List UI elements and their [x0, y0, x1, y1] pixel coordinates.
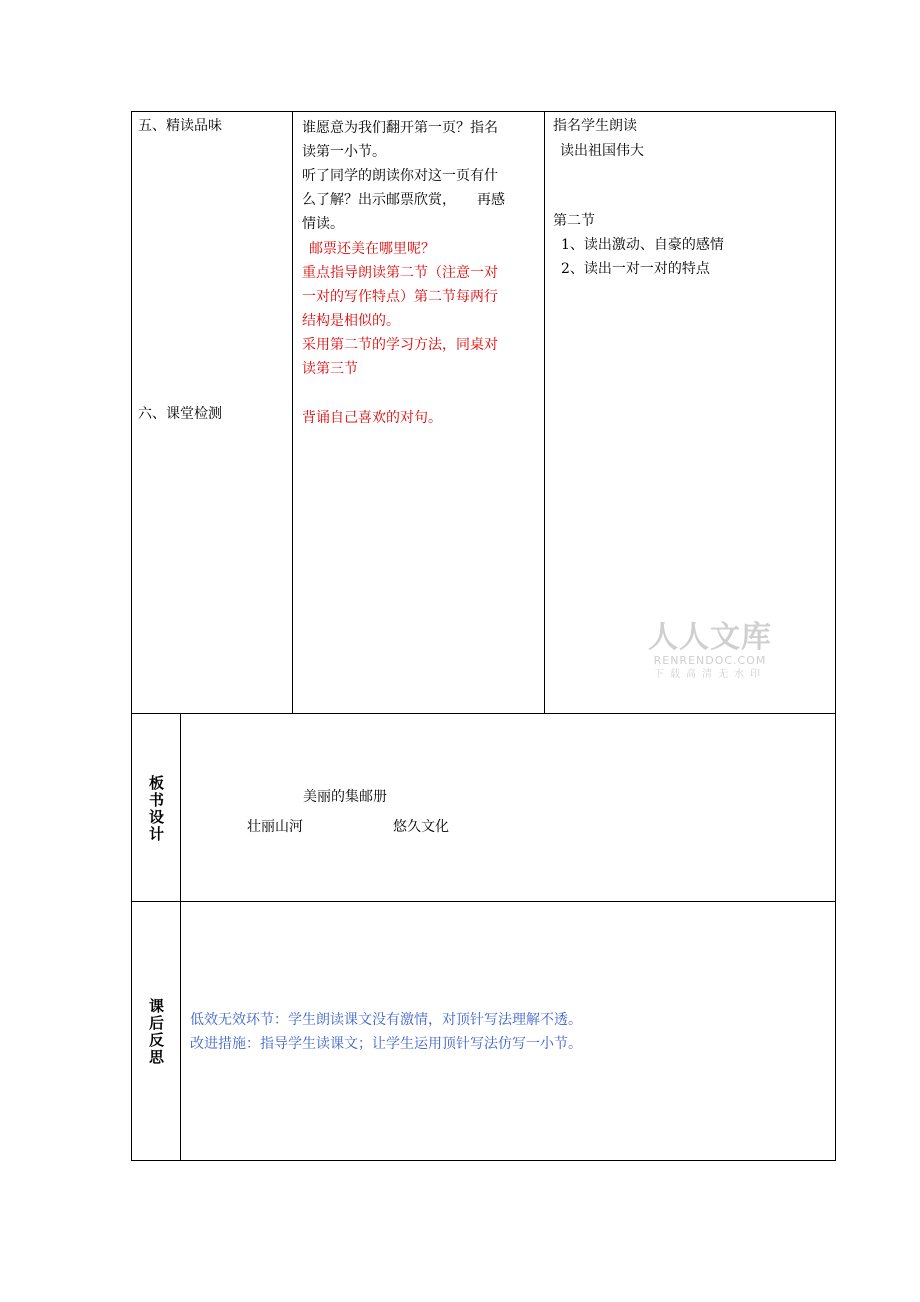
col2-divider	[544, 111, 545, 714]
mid-text-line: 谁愿意为我们翻开第一页？指名	[302, 120, 498, 136]
reflection-label: 课后反思	[147, 998, 165, 1066]
row1-bottom-border	[131, 713, 836, 714]
mid-red-line: 一对的写作特点）第二节每两行	[302, 289, 498, 305]
board-title: 美丽的集邮册	[303, 789, 387, 805]
watermark-domain: RENRENDOC.COM	[653, 654, 767, 667]
board-design-label: 板书设计	[147, 775, 165, 843]
board-right-item: 悠久文化	[393, 819, 449, 835]
section-6-label: 六、课堂检测	[138, 406, 222, 422]
watermark-logo	[645, 622, 775, 682]
label-col-divider	[180, 713, 181, 1161]
watermark-title: 人人文库	[648, 620, 772, 655]
right-list-item: 1、读出激动、自豪的感情	[561, 237, 724, 253]
mid-red-line: 重点指导朗读第二节（注意一对	[302, 265, 498, 281]
board-left-item: 壮丽山河	[247, 819, 303, 835]
mid-red-line: 采用第二节的学习方法，同桌对	[302, 337, 498, 353]
right-list-item: 2、读出一对一对的特点	[561, 261, 710, 277]
mid-red-line: 结构是相似的。	[302, 313, 400, 329]
right-text-line: 指名学生朗读	[553, 118, 637, 134]
mid-red-line: 邮票还美在哪里呢？	[309, 241, 435, 257]
right-section-title: 第二节	[553, 213, 595, 229]
mid-red-line: 读第三节	[302, 361, 358, 377]
section-5-label: 五、精读品味	[138, 118, 222, 134]
watermark-tagline: 下载高清无水印	[654, 669, 766, 680]
mid-text-line: 情读。	[302, 216, 344, 232]
table-bottom-border	[131, 1160, 836, 1161]
reflection-line-1: 低效无效环节：学生朗读课文没有激情，对顶针写法理解不透。	[190, 1012, 582, 1028]
right-text-line: 读出祖国伟大	[560, 143, 644, 159]
mid-text-line: 听了同学的朗读你对这一页有什	[302, 168, 498, 184]
table-left-border	[131, 111, 132, 1161]
reflection-line-2: 改进措施：指导学生读课文；让学生运用顶针写法仿写一小节。	[190, 1036, 582, 1052]
table-top-border	[131, 111, 836, 112]
mid-text-line: 读第一小节。	[302, 144, 386, 160]
mid-text-line: 么了解？出示邮票欣赏， 再感	[302, 192, 505, 208]
table-right-border	[835, 111, 836, 1161]
mid-recite-line: 背诵自己喜欢的对句。	[302, 410, 442, 426]
col1-divider	[292, 111, 293, 714]
row2-bottom-border	[131, 901, 836, 902]
